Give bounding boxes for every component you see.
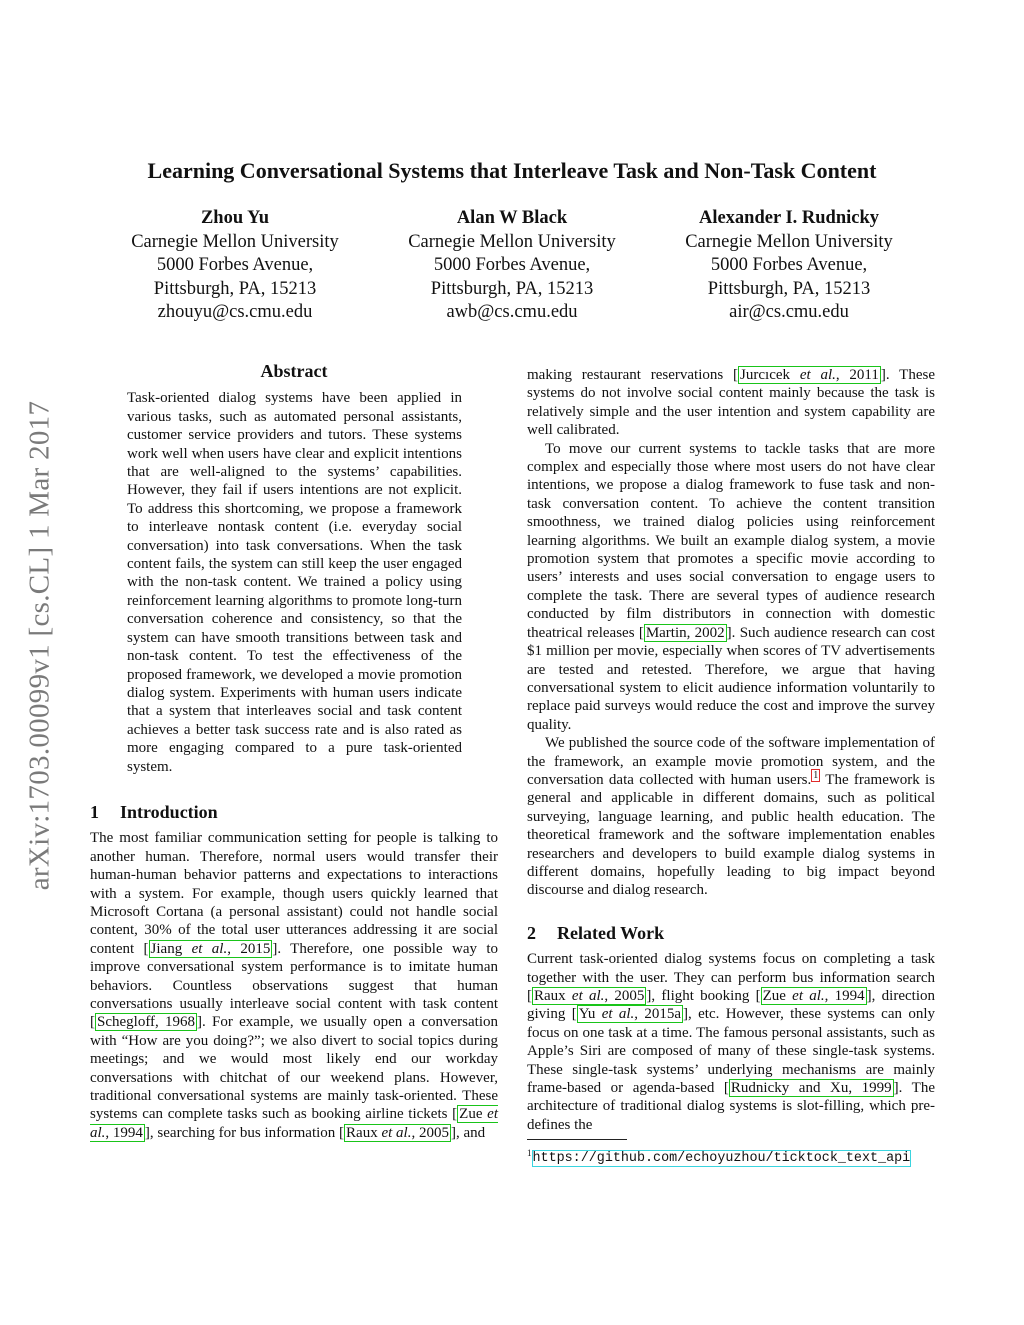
section-number: 2 — [527, 922, 536, 943]
paper-title: Learning Conversational Systems that Interleave Task and Non-Task Content — [147, 158, 877, 183]
arxiv-stamp — [18, 355, 62, 935]
author-affiliation: Carnegie Mellon University — [685, 231, 893, 252]
citation-link-schegloff[interactable]: Schegloff, 1968 — [97, 1014, 196, 1031]
source-code-paragraph — [527, 734, 935, 900]
body-text: Current task-oriented dialog systems focus on completing a task together with the user. They can perform bus information search — [527, 951, 935, 986]
continued-paragraph: making restaurant reservations [ Jurcıcek et al., 2011 ]. These systems do not involve social content mainly because the task is relatively simple and the user intention and system capability are well calibrated. — [527, 367, 935, 439]
body-text: , etc. However, these systems can only focus on one task at a time. The famous personal assistants, such as Apple’s Siri are composed of many of these single-task systems. These single-task systems’ underlying mechanisms are mainly frame-based or agenda-based — [527, 1006, 935, 1097]
author-3 — [654, 207, 924, 325]
right-column — [527, 366, 935, 1134]
body-text: , searching for bus information — [149, 1124, 340, 1141]
author-name: Alexander I. Rudnicky — [698, 208, 880, 228]
author-address: 5000 Forbes Avenue, — [710, 255, 868, 275]
citation-link-raux[interactable]: Raux et al., 2005 — [346, 1124, 449, 1141]
section-number: 1 — [90, 801, 99, 822]
footnote — [527, 1145, 937, 1167]
author-2 — [377, 207, 647, 325]
citation-link-raux[interactable]: Raux et al., 2005 — [534, 988, 645, 1004]
author-email: awb@cs.cmu.edu — [446, 302, 578, 322]
footnote-divider — [527, 1139, 627, 1140]
related-work-paragraph: Current task-oriented dialog systems focus on completing a task together with the user. They can perform bus information search [ Raux et al., 2005 ], flight booking [ Zue et al., 1994 ], direction giving [ Yu et al., 2015a ], etc. However, these systems can only focus on one task at a time. The famous personal assistants, such as Apple’s Siri are composed of many of these single-task systems. These single-task systems’ underlying mechanisms are mainly frame-based or agenda-based [ Rudnicky and Xu, 1999 ]. The architecture of traditional dialog systems is slot-filling, which pre-defines the — [527, 951, 935, 1133]
footnote-mark: 1 — [527, 1148, 532, 1158]
author-address: 5000 Forbes Avenue, — [156, 255, 314, 275]
body-text: To move our current systems to tackle tasks that are more complex and especially those where most users do not have clear intentions, we propose a dialog framework to fuse task and non-task conversation content. To achieve the content transition smoothness, we trained dialog policies using reinforcement learning algorithms. We built an example dialog system, a movie promotion system that promotes a specific movie according to users’ interests and uses social conversation to engage users to complete the task. There are several types of audience research conducted by film distributors in connection with domestic theatrical releases — [527, 440, 935, 641]
citation-link-zue[interactable]: Zue et al., 1994 — [762, 988, 865, 1004]
citation-link-martin[interactable]: Martin, 2002 — [645, 624, 725, 641]
abstract-heading: Abstract — [260, 361, 328, 381]
body-text: The framework is general and applicable in different domains, such as political surveying, language learning, and public health education. The theoretical framework and the software implementation enables researchers and developers to build example dialog systems in different domains, hopefully leading to big impact beyond discourse and dialog research. — [527, 771, 936, 899]
abstract-text: Task-oriented dialog systems have been applied in various tasks, such as automated personal assistants, customer service providers and tutors. These systems work well when users have clear and explicit intentions that are well-aligned to the systems’ capabilities. However, they fail if users intentions are not explicit. To address this shortcoming, we propose a framework to interleave nontask content (i.e. everyday social conversation) into task conversations. When the task content fails, the system can still keep the user engaged with the non-task content. We trained a policy using reinforcement learning algorithms to promote long-turn conversation coherence and consistency, so that the system can have smooth transitions between task and non-task content. To test the effectiveness of the proposed framework, we developed a movie promotion dialog system. Experiments with human users indicate that a system that interleaves social and task content achieves a better task success rate and is also rated as more engaging compared to a pure task-oriented system. — [127, 390, 462, 775]
author-affiliation: Carnegie Mellon University — [131, 231, 339, 252]
section-title: Related Work — [557, 922, 665, 943]
citation-link-rudnicky[interactable]: Rudnicky and Xu, 1999 — [730, 1080, 892, 1097]
body-text: . These systems do not involve social content mainly because the task is relatively simple and the user intention and system capability are well calibrated. — [527, 367, 935, 439]
author-name: Zhou Yu — [200, 208, 270, 228]
section-title: Introduction — [120, 801, 218, 822]
author-name: Alan W Black — [456, 208, 568, 228]
body-text: making restaurant reservations — [527, 367, 734, 383]
body-text: . Such audience research can cost $1 million per movie, especially when scores of TV advertisements are tested and retested. Therefore, we argue that having conversational system to elicit audience information voluntarily to replace paid surveys would reduce the cost and improve the survey quality. — [527, 624, 936, 733]
citation-link-yu[interactable]: Yu et al., 2015a — [578, 1006, 682, 1023]
left-column — [90, 362, 498, 1142]
author-city: Pittsburgh, PA, 15213 — [153, 278, 317, 299]
body-text: , flight booking — [651, 988, 756, 1004]
author-1 — [100, 207, 370, 325]
body-text: . Therefore, one possible way to improve conversational system performance is to imitate human behaviors. Countless observations suggest that human conversations usually interleave social content with task content — [90, 940, 499, 1012]
citation-link-jiang[interactable]: Jiang et al., 2015 — [150, 940, 271, 957]
citation-link-zue[interactable]: Zue et al., 1994 — [90, 1106, 498, 1141]
body-text: We published the source code of the software implementation of the framework, an example movie promotion system, and the conversation data collected with human users. — [527, 735, 935, 788]
body-text: The most familiar communication setting for people is talking to another human. Therefore, normal users would transfer their human-human behavior patterns and expectations to interactions with a system. For example, though users quickly learned that Microsoft Cortana (a personal assistant) could not handle social content, 30% of the total user utterances addressing it are social content — [90, 830, 498, 957]
body-text: , and — [455, 1124, 486, 1141]
intro-paragraph: The most familiar communication setting for people is talking to another human. Therefore, normal users would transfer their human-human behavior patterns and expectations to interactions with a system. For example, though users quickly learned that Microsoft Cortana (a personal assistant) could not handle social content, 30% of the total user utterances addressing it are social content [ Jiang et al., 2015 ]. Therefore, one possible way to improve conversational system performance is to imitate human behaviors. Countless observations suggest that human conversations usually interleave social content with task content [ Schegloff, 1968 ]. For example, we usually open a conversation with “How are you doing?”; we also divert to social topics during meetings; and we would most likely end our workday conversations with chitchat of our weekend plans. However, traditional conversational systems are mainly task-oriented. These systems can complete tasks such as booking airline tickets [ Zue et al., 1994 ], searching for bus information [ Raux et al., 2005 ], and — [90, 830, 499, 1141]
footnote-url-link[interactable]: https://github.com/echoyuzhou/ticktock_text_api — [532, 1151, 911, 1167]
author-email: zhouyu@cs.cmu.edu — [157, 302, 313, 322]
section-heading-related-work — [527, 924, 935, 942]
author-city: Pittsburgh, PA, 15213 — [707, 278, 871, 299]
motivation-paragraph: To move our current systems to tackle tasks that are more complex and especially those where most users do not have clear intentions, we propose a dialog framework to fuse task and non-task conversation content. To achieve the content transition smoothness, we trained dialog policies using reinforcement learning algorithms. We built an example dialog system, a movie promotion system that promotes a specific movie according to users’ interests and uses social conversation to engage users to complete the task. There are several types of audience research conducted by film distributors in connection with domestic theatrical releases [ Martin, 2002 ]. Such audience research can cost $1 million per movie, especially when scores of TV advertisements are tested and retested. Therefore, we argue that having conversational system to elicit audience information voluntarily to replace paid surveys would reduce the cost and improve the survey quality. — [527, 440, 936, 733]
author-email: air@cs.cmu.edu — [729, 302, 849, 322]
citation-link-jurcicek[interactable]: Jurcıcek et al., 2011 — [740, 367, 879, 383]
author-affiliation: Carnegie Mellon University — [408, 231, 616, 252]
author-block — [100, 207, 924, 325]
author-city: Pittsburgh, PA, 15213 — [430, 278, 594, 299]
body-text: . The architecture of traditional dialog systems is slot-filling, which pre-defines the — [527, 1080, 935, 1133]
body-text: , direction giving — [527, 988, 935, 1023]
arxiv-stamp-text: arXiv:1703.00099v1 [cs.CL] 1 Mar 2017 — [23, 400, 56, 890]
body-text: . For example, we usually open a conversation with “How are you doing?”; we also divert to social topics during meetings; and we would most likely end our workday conversations with chitchat of our weekend plans. However, traditional conversational systems are mainly task-oriented. These systems can complete tasks such as booking airline tickets — [90, 1014, 499, 1123]
author-address: 5000 Forbes Avenue, — [433, 255, 591, 275]
footnote-link[interactable]: 1 — [813, 769, 819, 781]
section-heading-introduction — [90, 803, 498, 821]
